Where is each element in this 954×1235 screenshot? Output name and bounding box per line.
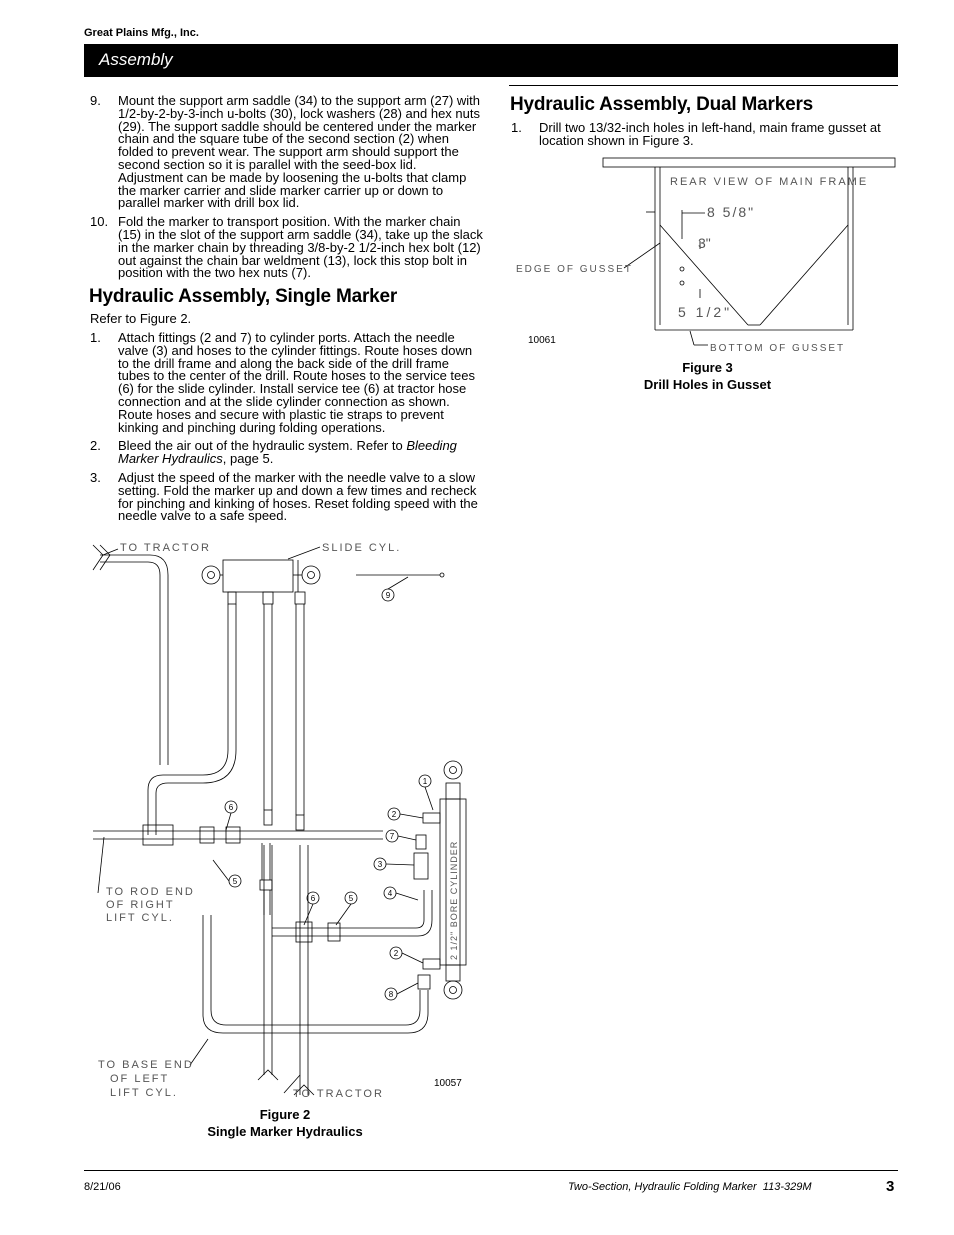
section-header-bar	[84, 44, 898, 77]
footer-rule	[84, 1170, 898, 1171]
callout-9: 9	[385, 591, 391, 600]
figure-2-subtitle: Single Marker Hydraulics	[207, 1124, 363, 1139]
single-step-2	[90, 440, 483, 466]
slide-cyl-label: SLIDE CYL.	[322, 542, 402, 554]
figure-3-caption	[620, 359, 795, 393]
callout-3: 3	[377, 860, 383, 869]
step-text-pre: Bleed the air out of the hydraulic system. Refer to	[118, 438, 407, 454]
step-number: 10.	[90, 214, 109, 230]
figure-3-number: 10061	[528, 335, 556, 346]
rod-end-label-1: TO ROD END	[106, 886, 195, 898]
to-tractor-bottom-label: TO TRACTOR	[293, 1088, 384, 1100]
heading-single-marker: Hydraulic Assembly, Single Marker	[89, 286, 398, 308]
step-text: Fold the marker to transport position. With the marker chain (15) in the slot of the support arm saddle (34), take up the slack in the marker chain by threading 3/8-by-2 1/2-inch hex bolt (12) out against the chain bar weldment (13), lock this stop bolt in position with the two hex nuts (7).	[118, 214, 483, 281]
step-10	[90, 216, 483, 280]
callout-2a: 2	[391, 810, 397, 819]
callout-1: 1	[422, 777, 428, 786]
step-number: 2.	[90, 438, 101, 454]
step-number: 9.	[90, 93, 101, 108]
left-column	[90, 95, 483, 529]
figure-2-caption	[180, 1106, 390, 1140]
figure-2-title: Figure 2	[259, 1107, 311, 1122]
figure-3-subtitle: Drill Holes in Gusset	[643, 377, 772, 392]
base-end-label-2: OF LEFT	[110, 1073, 170, 1085]
company-name: Great Plains Mfg., Inc.	[84, 27, 199, 39]
callout-5b: 5	[348, 894, 354, 903]
callout-4: 4	[387, 889, 393, 898]
heading-dual-markers: Hydraulic Assembly, Dual Markers	[510, 94, 814, 115]
figure-3-drawing	[510, 155, 900, 360]
dim-5-1-2-label: 5 1/2"	[678, 304, 733, 320]
refer-figure-2: Refer to Figure 2.	[90, 311, 192, 327]
column-rule	[509, 85, 898, 86]
step-text-post: , page 5.	[222, 451, 274, 467]
rod-end-label-2: OF RIGHT	[106, 899, 175, 911]
base-end-label-3: LIFT CYL.	[110, 1087, 178, 1099]
footer-date: 8/21/06	[84, 1181, 121, 1193]
callout-2b: 2	[393, 949, 399, 958]
step-number: 1.	[511, 120, 522, 135]
dim-3-label: 3"	[698, 235, 711, 251]
callout-5a: 5	[232, 877, 238, 886]
figure-2-drawing	[88, 535, 488, 1105]
cylinder-label: 2 1/2" BORE CYLINDER	[449, 840, 459, 960]
figure-2-number: 10057	[434, 1078, 462, 1089]
figure-3-title: Figure 3	[682, 360, 733, 375]
callout-7: 7	[389, 832, 395, 841]
right-column	[511, 94, 903, 153]
step-number: 1.	[90, 329, 101, 345]
step-text: Drill two 13/32-inch holes in left-hand, main frame gusset at location shown in Figure 3.	[539, 120, 881, 148]
dual-step-1	[511, 121, 903, 147]
dim-8-5-8-label: 8 5/8"	[707, 204, 756, 220]
edge-of-gusset-label: EDGE OF GUSSET	[516, 264, 633, 275]
rear-view-label: REAR VIEW OF MAIN FRAME	[670, 176, 869, 188]
callout-6b: 6	[310, 894, 316, 903]
footer-document-title: Two-Section, Hydraulic Folding Marker 113-329M	[568, 1181, 812, 1193]
base-end-label-1: TO BASE END	[98, 1059, 194, 1071]
single-step-1	[90, 329, 483, 435]
callout-6a: 6	[228, 803, 234, 812]
bleeding-reference: Bleeding Marker Hydraulics	[118, 438, 457, 467]
rod-end-label-3: LIFT CYL.	[106, 912, 174, 924]
step-9	[90, 95, 483, 210]
page-number: 3	[886, 1178, 895, 1195]
step-text: Mount the support arm saddle (34) to the support arm (27) with 1/2-by-2-by-3-inch u-bolts (30), lock washers (28) and hex nuts (29). The support saddle should be centered under the marker chain and the square tube of the second section (2) when folded to prevent wear. The support arm should support the second section so it is parallel with the seed-box lid. Adjustment can be made by loosening the u-bolts that clamp the marker carrier and slide marker carrier up or down to parallel marker with drill box lid.	[118, 93, 481, 211]
section-title: Assembly	[99, 50, 173, 69]
to-tractor-top-label: TO TRACTOR	[120, 542, 211, 554]
step-text: Adjust the speed of the marker with the needle valve to a slow setting. Fold the marker up and down a few times and recheck for pinching and kinking of hoses. Reset folding speed with the needle valve to a safe speed.	[118, 469, 478, 524]
step-number: 3.	[90, 469, 101, 485]
callout-8: 8	[388, 990, 394, 999]
step-text: Attach fittings (2 and 7) to cylinder ports. Attach the needle valve (3) and hoses to the cylinder fittings. Route hoses down to the drill frame and along the back side of the drill frame tubes to the center of the drill. Route hoses to the service tees (6) for the slide cylinder. Install service tee (6) at tractor hose connection and at the slide cylinder connection as shown. Route hoses and secure with plastic tie straps to prevent kinking and pinching during folding operations.	[118, 329, 475, 435]
single-step-3	[90, 469, 483, 524]
bottom-of-gusset-label: BOTTOM OF GUSSET	[710, 343, 846, 354]
